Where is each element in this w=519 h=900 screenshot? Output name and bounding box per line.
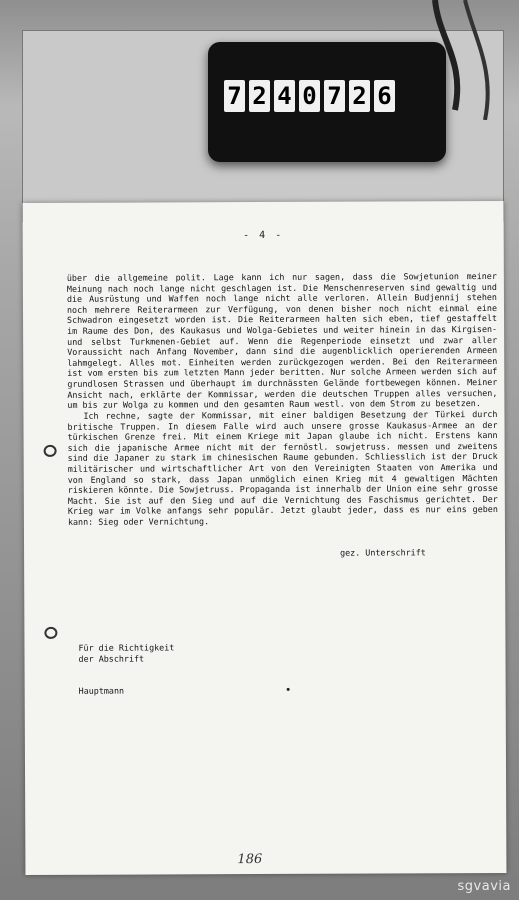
frame-counter-device [208,42,446,162]
watermark: sgvavia [457,879,511,894]
frame-counter-readout [224,80,406,114]
body-paragraph: Ich rechne, sagte der Kommissar, mit einer baldigen Besetzung der Türkei durch britische Truppen. In diesem Falle wird auch unsere grosse Kaukasus-Armee an der türkischen Grenze frei. Mit einem Kriege mit Japan glaube ich nicht. Erstens kann sich die japanische Armee nicht mit der fernöstl. sowjetruss. messen und zweitens sind die Japaner zu stark im chinesischen Raume gebunden. Schliesslich ist der Druck militärischer und wirtschaftlicher Art von den Vereinigten Staaten von Amerika und von England so stark, dass Japan unmöglich einen Krieg mit 4 gewaltigen Mächten riskieren könnte. Die Sowjetruss. Propaganda ist innerhalb der Union eine sehr grosse Macht. Sie ist auf den Sieg und auf die Vernichtung des Faschismus gerichtet. Der Krieg war im Volke anfangs sehr populär. Jetzt glaubt jeder, dass es nur eins geben kann: Sieg oder Vernichtung. [67,408,498,527]
counter-digit: 2 [349,80,370,112]
document-page [23,201,507,875]
signature-line: gez. Unterschrift [340,547,426,558]
certification-line: Für die Richtigkeit [78,642,175,653]
counter-digit: 4 [274,80,295,112]
ink-dot [287,688,290,691]
body-paragraph: über die allgemeine polit. Lage kann ich nur sagen, dass die Sowjetunion meiner Meinung nach noch lange nicht geschlagen ist. Die Menschenreserven sind gewaltig und die Ausrüstung und Waffen noch lange nicht alle verloren. Allein Budjennij stehen noch mehrere Reiterarmeen zur Verfügung, von denen bisher noch nicht einmal eine Schwadron eingesetzt worden ist. Die Reiterarmeen halten sich eben, tief gestaffelt im Raume des Don, des Kaukasus und Wolga-Gebietes und weiter hinein in das Kirgisen- und selbst Turkmenen-Gebiet auf. Wenn die Regenperiode einsetzt und zwar aller Voraussicht nach Anfang November, dann sind die augenblicklich operierenden Armeen lahmgelegt. Alles mot. Einheiten werden zurückgezogen werden. Bei den Reiterarmeen ist vom ersten bis zum letzten Mann jeder beritten. Nur solche Armeen werden sich auf grundlosen Strassen und überhaupt im durchnässten Gelände fortbewegen können. Meiner Ansicht nach, erklärte der Kommissar, werden die deutschen Truppen alles versuchen, um bis zur Wolga zu kommen und den gesamten Raum westl. von dem Strom zu besetzen. [66,270,498,410]
punch-hole [44,445,57,457]
counter-digit: 7 [224,80,245,112]
counter-digit: 0 [299,80,320,112]
counter-digit: 7 [324,80,345,112]
folio-number: 186 [237,852,263,868]
certification-line: der Abschrift [78,653,145,664]
counter-digit: 2 [249,80,270,112]
punch-hole [44,627,57,639]
page-number: - 4 - [243,229,284,242]
certification-block [78,642,174,664]
officer-rank: Hauptmann [78,685,125,696]
counter-digit: 6 [374,80,395,112]
